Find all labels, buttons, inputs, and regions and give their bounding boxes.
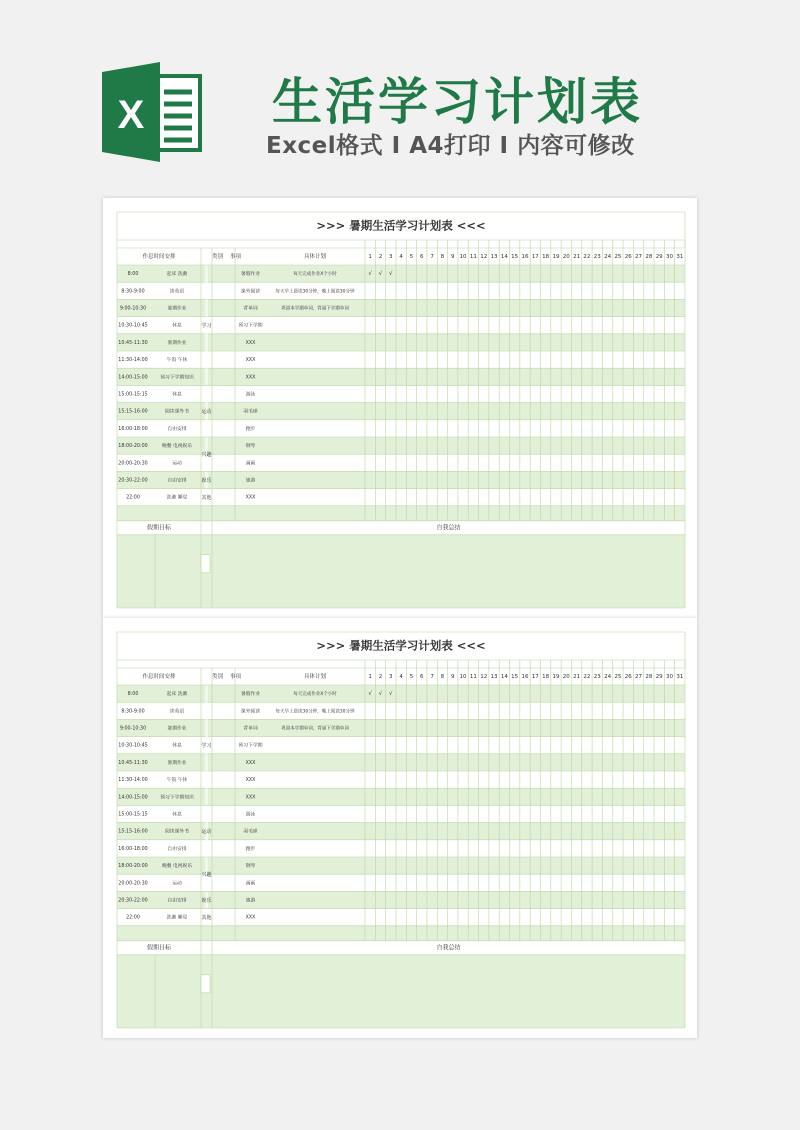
header-day: 27: [635, 254, 643, 260]
row-activity: 午饭 午休: [166, 778, 188, 784]
row-check: √: [378, 691, 383, 698]
row-activity: 自由安排: [167, 426, 187, 432]
row-time: 15:00-15:15: [118, 392, 148, 398]
header-day: 25: [614, 674, 622, 680]
row-plan: 每天早上晨读30分钟，晚上阅读30分钟: [275, 709, 355, 715]
row-activity: 午饭 午休: [166, 358, 188, 364]
header-day: 18: [542, 254, 550, 260]
row-activity: 暑期作业: [167, 340, 187, 346]
row-item: 旅游: [245, 898, 256, 904]
header-day: 3: [389, 674, 393, 680]
row-item: 羽毛球: [243, 829, 258, 835]
row-time: 15:15-16:00: [118, 829, 148, 835]
header-plan: 具体计划: [303, 254, 327, 260]
header-day: 1: [368, 674, 372, 680]
category-label: 娱乐: [201, 898, 212, 904]
table-title: >>> 暑期生活学习计划表 <<<: [316, 638, 486, 653]
header-day: 22: [583, 254, 591, 260]
row-activity: 休息: [172, 812, 182, 818]
header-time: 作息时间安排: [142, 254, 176, 260]
row-item: 背单词: [243, 726, 258, 732]
header-day: 13: [490, 254, 498, 260]
row-time: 11:30-14:00: [118, 778, 148, 784]
row-time: 8:00: [127, 692, 139, 698]
header-day: 12: [480, 674, 488, 680]
row-time: 18:00-20:00: [118, 864, 148, 870]
row-item: XXX: [245, 495, 256, 501]
plan-table-1: [103, 198, 697, 618]
category-label: 学习: [201, 323, 212, 330]
row-check: √: [389, 691, 393, 698]
page-header: [0, 0, 800, 190]
header-day: 15: [511, 674, 519, 680]
header-day: 10: [459, 674, 467, 680]
row-time: 20:30-22:00: [118, 898, 148, 904]
row-activity: 读英语: [169, 709, 185, 715]
row-activity: 阅读课外书: [165, 829, 189, 835]
row-time: 16:00-18:00: [118, 426, 148, 432]
row-time: 15:00-15:15: [118, 812, 148, 818]
row-time: 14:00-15:00: [118, 795, 148, 801]
row-item: 羽毛球: [243, 409, 258, 415]
header-day: 15: [511, 254, 519, 260]
row-time: 18:00-20:00: [118, 444, 148, 450]
header-day: 13: [490, 674, 498, 680]
row-plan: 每天早上晨读30分钟，晚上阅读30分钟: [275, 289, 355, 295]
header-day: 24: [604, 254, 612, 260]
footer-goal: 假期目标: [146, 944, 172, 952]
header-day: 19: [552, 674, 560, 680]
row-activity: 起床 洗漱: [166, 272, 188, 278]
header-time: 作息时间安排: [142, 674, 176, 680]
row-item: 跑步: [245, 846, 256, 852]
row-time: 11:30-14:00: [118, 358, 148, 364]
page-title: 生活学习计划表: [272, 73, 643, 131]
row-activity: 暑期作业: [167, 726, 187, 732]
row-fill: [117, 265, 685, 282]
header-day: 10: [459, 254, 467, 260]
row-item: XXX: [245, 778, 256, 784]
row-check: √: [368, 271, 372, 278]
header-day: 2: [378, 674, 383, 680]
row-fill: [117, 299, 685, 316]
row-item: 钢琴: [245, 444, 256, 450]
header-day: 4: [399, 254, 403, 260]
row-fill: [117, 719, 685, 736]
header-day: 1: [368, 254, 372, 260]
row-time: 20:00-20:30: [118, 461, 148, 467]
row-item: 画画: [245, 881, 256, 887]
row-activity: 休息: [172, 323, 182, 329]
row-time: 14:00-15:00: [118, 375, 148, 381]
row-time: 8:00: [127, 272, 139, 278]
spacer-fill: [117, 926, 685, 941]
header-day: 21: [573, 674, 581, 680]
header-day: 26: [624, 254, 632, 260]
row-time: 9:00-10:30: [119, 726, 147, 732]
row-item: 预习下学期: [238, 323, 263, 329]
header-day: 5: [409, 254, 414, 260]
header-day: 23: [593, 674, 601, 680]
header-day: 27: [635, 674, 643, 680]
row-item: XXX: [245, 375, 256, 381]
row-time: 8:30-9:00: [121, 709, 145, 715]
row-fill: [117, 754, 685, 771]
header-day: 30: [666, 254, 674, 260]
row-fill: [117, 788, 685, 805]
header-day: 29: [655, 254, 663, 260]
header-day: 6: [420, 674, 424, 680]
row-activity: 暑期作业: [167, 760, 187, 766]
row-plan: 每天完成作业X个小时: [293, 692, 337, 698]
category-label: 其他: [201, 915, 212, 922]
header-day: 5: [409, 674, 414, 680]
row-activity: 预习下学期知识: [160, 375, 194, 381]
header-day: 21: [573, 254, 581, 260]
row-item: XXX: [245, 340, 256, 346]
header-plan: 具体计划: [303, 674, 327, 680]
header-day: 8: [440, 674, 445, 680]
row-item: 预习下学期: [238, 743, 263, 749]
header-day: 12: [480, 254, 488, 260]
row-item: XXX: [245, 358, 256, 364]
header-day: 14: [500, 674, 508, 680]
row-item: XXX: [245, 795, 256, 801]
row-time: 20:00-20:30: [118, 881, 148, 887]
row-time: 20:30-22:00: [118, 478, 148, 484]
row-activity: 休息: [172, 743, 182, 749]
header-day: 29: [655, 674, 663, 680]
row-time: 8:30-9:00: [121, 289, 145, 295]
header-day: 3: [389, 254, 393, 260]
notes-cell[interactable]: [201, 975, 210, 993]
row-fill: [117, 685, 685, 702]
header-item: 事项: [229, 254, 242, 260]
row-item: 课外阅读: [240, 709, 261, 715]
row-time: 10:30-10:45: [118, 323, 148, 329]
row-activity: 晚餐 电视娱乐: [161, 864, 193, 870]
row-activity: 阅读课外书: [165, 409, 189, 415]
header-day: 11: [469, 674, 477, 680]
header-day: 11: [469, 254, 477, 260]
row-plan: 巩固本学期单词，背诵下学期单词: [281, 726, 349, 732]
page-subtitle: Excel格式 I A4打印 I 内容可修改: [266, 133, 635, 159]
row-fill: [117, 368, 685, 385]
row-activity: 洗漱 睡觉: [166, 495, 188, 501]
row-time: 16:00-18:00: [118, 846, 148, 852]
footer-summary: 自我总结: [436, 524, 461, 532]
excel-logo-icon: [102, 62, 202, 162]
row-item: 游泳: [245, 812, 256, 818]
row-fill: [117, 334, 685, 351]
row-time: 10:45-11:30: [118, 760, 148, 766]
header-day: 2: [378, 254, 383, 260]
category-label: 运动: [201, 829, 212, 836]
category-label: 学习: [201, 743, 212, 750]
row-item: 跑步: [245, 426, 256, 432]
row-activity: 运动: [172, 461, 182, 467]
logo-letter: X: [117, 93, 145, 137]
header-category: 类别: [211, 254, 224, 260]
row-activity: 读英语: [169, 289, 185, 295]
row-check: √: [378, 271, 383, 278]
row-time: 10:30-10:45: [118, 743, 148, 749]
notes-cell[interactable]: [201, 555, 210, 573]
row-activity: 自由安排: [167, 898, 187, 904]
row-item: 背单词: [243, 306, 258, 312]
header-day: 19: [552, 254, 560, 260]
header-day: 20: [562, 254, 570, 260]
header-day: 18: [542, 674, 550, 680]
header-day: 25: [614, 254, 622, 260]
row-time: 10:45-11:30: [118, 340, 148, 346]
header-day: 31: [676, 254, 684, 260]
header-day: 14: [500, 254, 508, 260]
row-item: 钢琴: [245, 864, 256, 870]
row-activity: 休息: [172, 392, 182, 398]
row-time: 22:00: [126, 495, 140, 501]
plan-sheet-2: [103, 618, 697, 1038]
row-item: 课外阅读: [240, 289, 261, 295]
footer-goal: 假期目标: [146, 524, 172, 532]
category-label: 兴趣: [201, 872, 212, 879]
row-time: 22:00: [126, 915, 140, 921]
category-label: 娱乐: [201, 478, 212, 484]
header-day: 16: [521, 254, 529, 260]
row-item: 画画: [245, 461, 256, 467]
header-day: 17: [531, 674, 539, 680]
header-day: 7: [430, 254, 434, 260]
plan-sheet-1: [103, 198, 697, 618]
category-label: 其他: [201, 495, 212, 502]
header-day: 7: [430, 674, 434, 680]
header-day: 9: [450, 674, 455, 680]
row-activity: 暑期作业: [167, 306, 187, 312]
spacer-fill: [117, 506, 685, 521]
row-plan: 每天完成作业X个小时: [293, 272, 337, 278]
header-day: 16: [521, 674, 529, 680]
row-activity: 晚餐 电视娱乐: [161, 444, 193, 450]
row-activity: 预习下学期知识: [160, 795, 194, 801]
header-day: 22: [583, 674, 591, 680]
header-item: 事项: [229, 674, 242, 680]
footer-summary: 自我总结: [436, 944, 461, 952]
row-time: 15:15-16:00: [118, 409, 148, 415]
row-activity: 起床 洗漱: [166, 692, 188, 698]
table-title: >>> 暑期生活学习计划表 <<<: [316, 218, 486, 233]
header-day: 23: [593, 254, 601, 260]
header-day: 30: [666, 674, 674, 680]
row-plan: 巩固本学期单词，背诵下学期单词: [281, 306, 349, 312]
header-day: 9: [450, 254, 455, 260]
row-item: 暑假作业: [240, 692, 261, 698]
row-item: XXX: [245, 760, 256, 766]
header-category: 类别: [211, 674, 224, 680]
row-check: √: [389, 271, 393, 278]
row-check: √: [368, 691, 372, 698]
row-item: 游泳: [245, 392, 256, 398]
header-day: 8: [440, 254, 445, 260]
header-day: 20: [562, 674, 570, 680]
header-day: 28: [645, 254, 653, 260]
plan-table-2: [103, 618, 697, 1038]
row-activity: 洗漱 睡觉: [166, 915, 188, 921]
header-day: 26: [624, 674, 632, 680]
row-item: XXX: [245, 915, 256, 921]
row-item: 旅游: [245, 478, 256, 484]
row-activity: 自由安排: [167, 478, 187, 484]
row-item: 暑假作业: [240, 272, 261, 278]
header-day: 28: [645, 674, 653, 680]
row-activity: 自由安排: [167, 846, 187, 852]
header-day: 4: [399, 674, 403, 680]
header-day: 24: [604, 674, 612, 680]
header-day: 6: [420, 254, 424, 260]
row-activity: 运动: [172, 881, 182, 887]
category-label: 运动: [201, 409, 212, 416]
category-label: 兴趣: [201, 452, 212, 459]
header-day: 17: [531, 254, 539, 260]
header-day: 31: [676, 674, 684, 680]
row-time: 9:00-10:30: [119, 306, 147, 312]
